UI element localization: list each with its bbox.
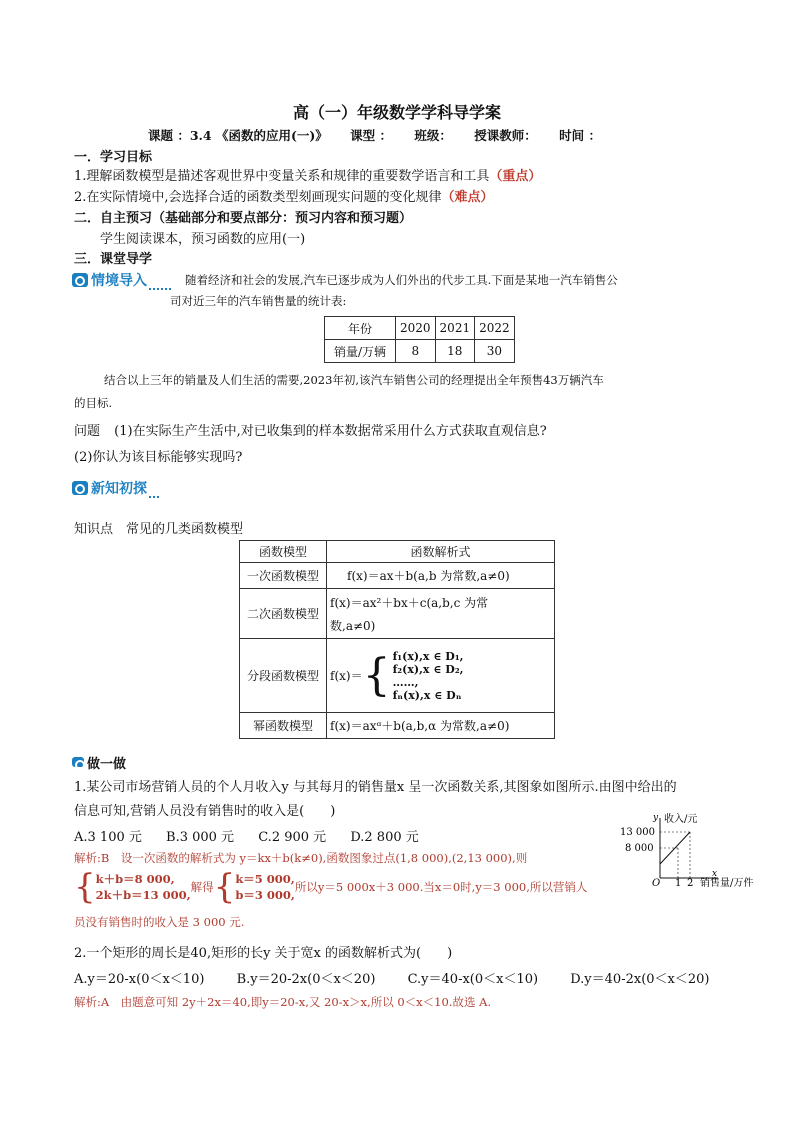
option: A.y＝20-x(0＜x＜10) [74,972,205,987]
model-formula [327,639,555,713]
p1-line-2: 信息可知,营销人员没有销售时的收入是( ) [74,804,336,819]
newknow-label: 新知初探 [91,481,147,497]
table-header: 函数模型 [240,541,327,563]
x-axis-letter: x [712,869,718,879]
p1-answer-line-2 [74,867,588,907]
y-tick: 8 000 [625,843,654,854]
situation-line-1: 随着经济和社会的发展,汽车已逐步成为人们外出的代步工具.下面是某地一汽车销售公 [185,273,618,287]
solve-word: 解得 [190,880,214,894]
magnifier-icon [72,481,88,495]
model-formula: f(x)＝ax＋b(a,b 为常数,a≠0) [327,563,555,589]
goal-2-tag: （难点） [441,190,494,205]
situation-line-2: 司对近三年的汽车销售量的统计表: [170,294,347,308]
p2-answer: 解析:A 由题意可知 2y＋2x＝40,即y＝20-x,又 20-x＞x,所以 0＜x＜10.故选 A. [74,995,492,1009]
section-2-title: 二．自主预习（基础部分和要点部分：预习内容和预习题） [74,211,413,226]
banner-dots [149,496,159,498]
option: D.2 800 元 [350,830,419,845]
page-title: 高（一）年级数学学科导学案 [292,103,501,122]
situation-after-2: 的目标. [74,396,113,410]
p1-answer-line-3: 员没有销售时的收入是 3 000 元. [74,915,245,929]
knowledge-title: 知识点 常见的几类函数模型 [74,522,244,537]
situation-banner [72,270,171,290]
goal-1-tag: （重点） [489,169,542,184]
table-cell: 30 [475,340,515,363]
table-row [240,541,555,563]
eq: k＋b＝8 000, [95,872,175,886]
option: B.y＝20-2x(0＜x＜20) [236,972,376,987]
piece: ……, [392,675,419,689]
table-row [240,563,555,589]
meta-type: 课型 ： [350,128,392,143]
lesson-meta [148,126,619,144]
brace-icon: { [74,867,96,907]
piece: f₁(x),x ∈ D₁, [392,649,464,663]
p2-options [74,968,709,987]
chat-icon [72,273,88,287]
model-name: 幂函数模型 [240,713,327,739]
goal-1-text: 1.理解函数模型是描述客观世界中变量关系和规律的重要数学语言和工具 [74,169,490,184]
eq: 2k＋b＝13 000, [95,888,191,902]
goal-2-text: 2.在实际情境中,会选择合适的函数类型刻画现实问题的变化规律 [74,190,442,205]
y-axis-label: 收入/元 [664,814,698,825]
model-formula-line: f(x)＝ax²＋bx＋c(a,b,c 为常 [330,595,489,610]
table-cell: 销量/万辆 [325,340,396,363]
sales-table [324,316,515,363]
p1-options [74,826,419,845]
pencil-icon [72,757,84,767]
table-cell: 2020 [396,317,436,340]
p1-answer-line-1: 解析:B 设一次函数的解析式为 y＝kx＋b(k≠0),函数图象过点(1,8 000),(2,13 000),则 [74,851,528,865]
table-cell: 2022 [475,317,515,340]
piece: f₂(x),x ∈ D₂, [392,662,464,676]
question-label: 问题 [74,424,101,439]
table-header: 函数解析式 [327,541,555,563]
model-name: 二次函数模型 [240,589,327,639]
table-cell: 2021 [435,317,475,340]
table-cell: 18 [435,340,475,363]
brace-icon: { [213,867,236,907]
option: C.y＝40-x(0＜x＜10) [407,972,539,987]
income-graph [620,812,770,888]
section-1-title: 一．学习目标 [74,150,153,165]
p2-line-1: 2.一个矩形的周长是40,矩形的长y 关于宽x 的函数解析式为( ) [74,946,453,961]
model-formula [327,589,555,639]
table-row [325,317,515,340]
models-table [239,540,555,739]
y-axis-letter: y [653,813,659,823]
table-row [240,589,555,639]
table-cell: 8 [396,340,436,363]
answer-tail: 所以y＝5 000x＋3 000.当x＝0时,y＝3 000,所以营销人 [294,880,588,894]
banner-dots [149,288,171,290]
question-2: (2)你认为该目标能够实现吗? [74,450,243,465]
table-row [240,639,555,713]
x-tick: 2 [687,878,694,888]
goal-1 [74,165,541,184]
practice-banner [72,752,126,772]
model-formula: f(x)＝axᵅ＋b(a,b,α 为常数,a≠0) [327,713,555,739]
piece: fₙ(x),x ∈ Dₙ [392,688,462,702]
table-row [325,340,515,363]
section-3-title: 三．课堂导学 [74,252,153,267]
option: B.3 000 元 [166,830,235,845]
origin-label: O [652,878,661,888]
model-name: 分段函数模型 [240,639,327,713]
option: A.3 100 元 [74,830,142,845]
option: D.y＝40-2x(0＜x＜20) [570,972,710,987]
y-tick: 13 000 [620,827,655,838]
newknow-banner [72,478,159,498]
question-1-text: (1)在实际生产生活中,对已收集到的样本数据常采用什么方式获取直观信息? [114,424,547,439]
piecewise-prefix: f(x)＝ [330,669,363,683]
x-axis-label: 销售量/万件 [700,878,754,888]
meta-time: 时间 ： [559,128,601,143]
option: C.2 900 元 [258,830,327,845]
meta-class: 班级： [414,128,452,143]
eq: k＝5 000, [235,872,295,886]
practice-label: 做一做 [87,756,127,772]
piecewise-lines [393,650,464,702]
p1-line-1: 1.某公司市场营销人员的个人月收入y 与其每月的销售量x 呈一次函数关系,其图象如图所示.由图中给出的 [74,780,677,795]
situation-after-1: 结合以上三年的销量及人们生活的需要,2023年初,该汽车销售公司的经理提出全年预售43万辆汽车 [104,373,604,387]
system-1 [96,871,191,903]
x-tick: 1 [675,878,682,888]
goal-2 [74,186,494,205]
situation-label: 情境导入 [91,273,147,289]
meta-topic: 课题 ：3.4 《函数的应用(一)》 [148,128,328,143]
brace-icon: { [362,649,391,701]
system-2 [235,871,295,903]
eq: b＝3 000, [235,888,295,902]
table-cell: 年份 [325,317,396,340]
section-2-body: 学生阅读课本，预习函数的应用(一) [100,232,306,247]
model-name: 一次函数模型 [240,563,327,589]
table-row [240,713,555,739]
meta-teacher: 授课教师： [474,128,537,143]
model-formula-line: 数,a≠0) [330,618,376,633]
question-1 [74,420,547,439]
